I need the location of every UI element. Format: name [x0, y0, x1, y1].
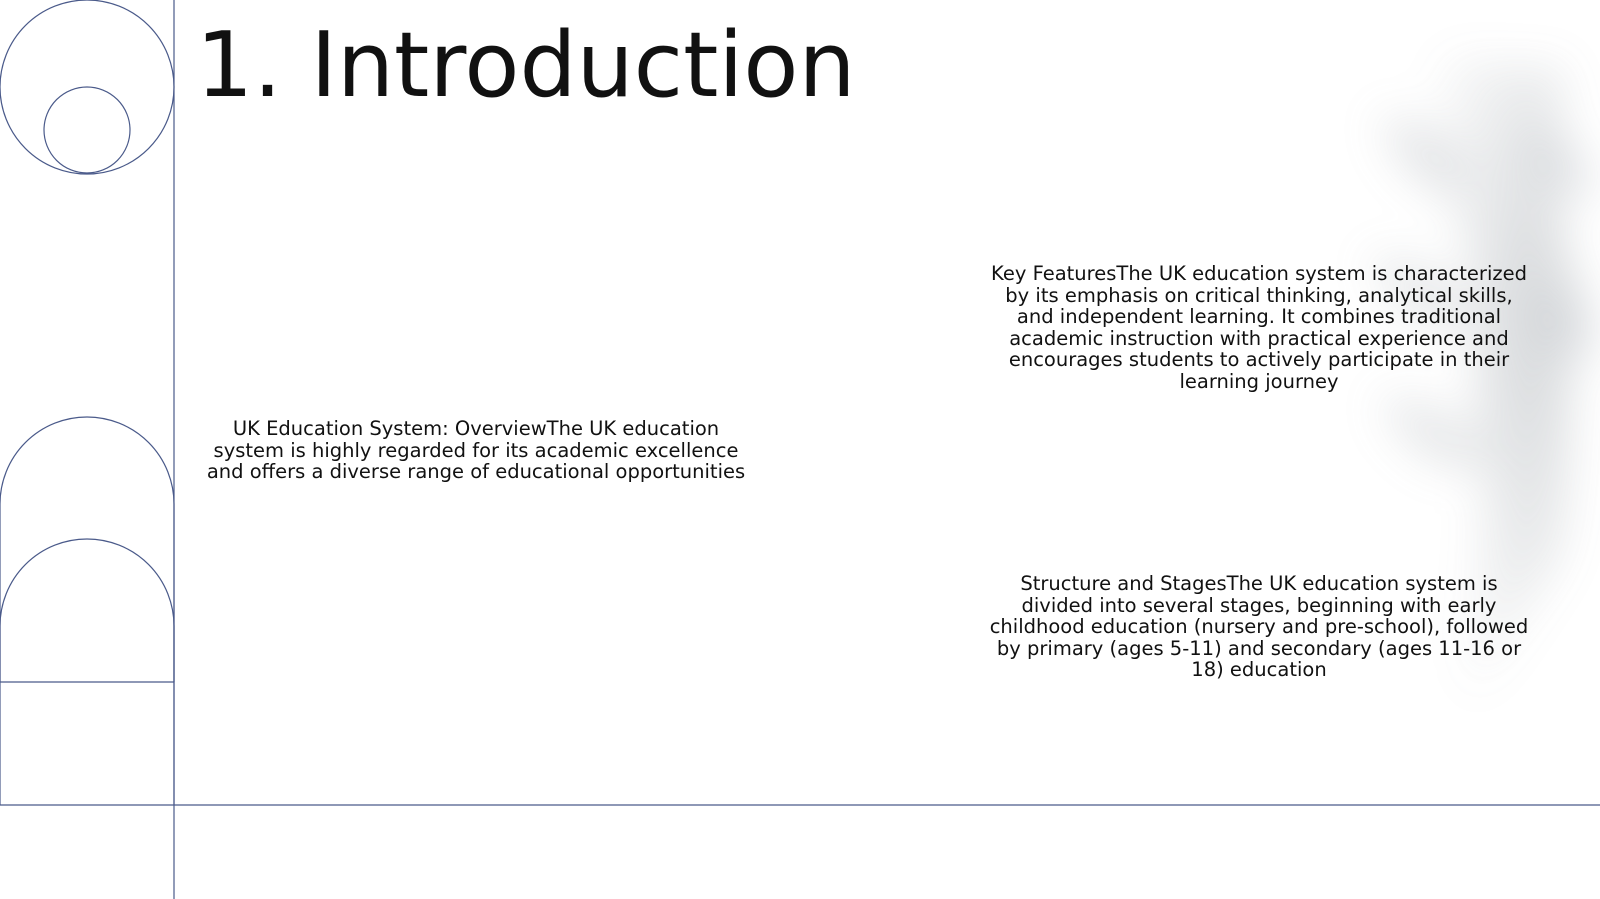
- key-features-text-block: Key FeaturesThe UK education system is characterized by its emphasis on critical thinking, analytical skills, and independent learning. It combines traditional academic instruction with practical experience and encourages students to actively participate in their learning journey: [991, 262, 1527, 393]
- lower-arch-outline: [0, 539, 174, 682]
- upper-arch-outline: [0, 417, 174, 805]
- small-circle-outline: [44, 87, 130, 173]
- overview-text-block: UK Education System: OverviewThe UK education system is highly regarded for its academic excellence and offers a diverse range of educational opportunities: [206, 417, 746, 483]
- slide-title: 1. Introduction: [196, 13, 856, 118]
- structure-stages-text-block: Structure and StagesThe UK education system is divided into several stages, beginning with early childhood education (nursery and pre-school), followed by primary (ages 5-11) and secondary (ages 11-16 or 18) education: [989, 572, 1529, 681]
